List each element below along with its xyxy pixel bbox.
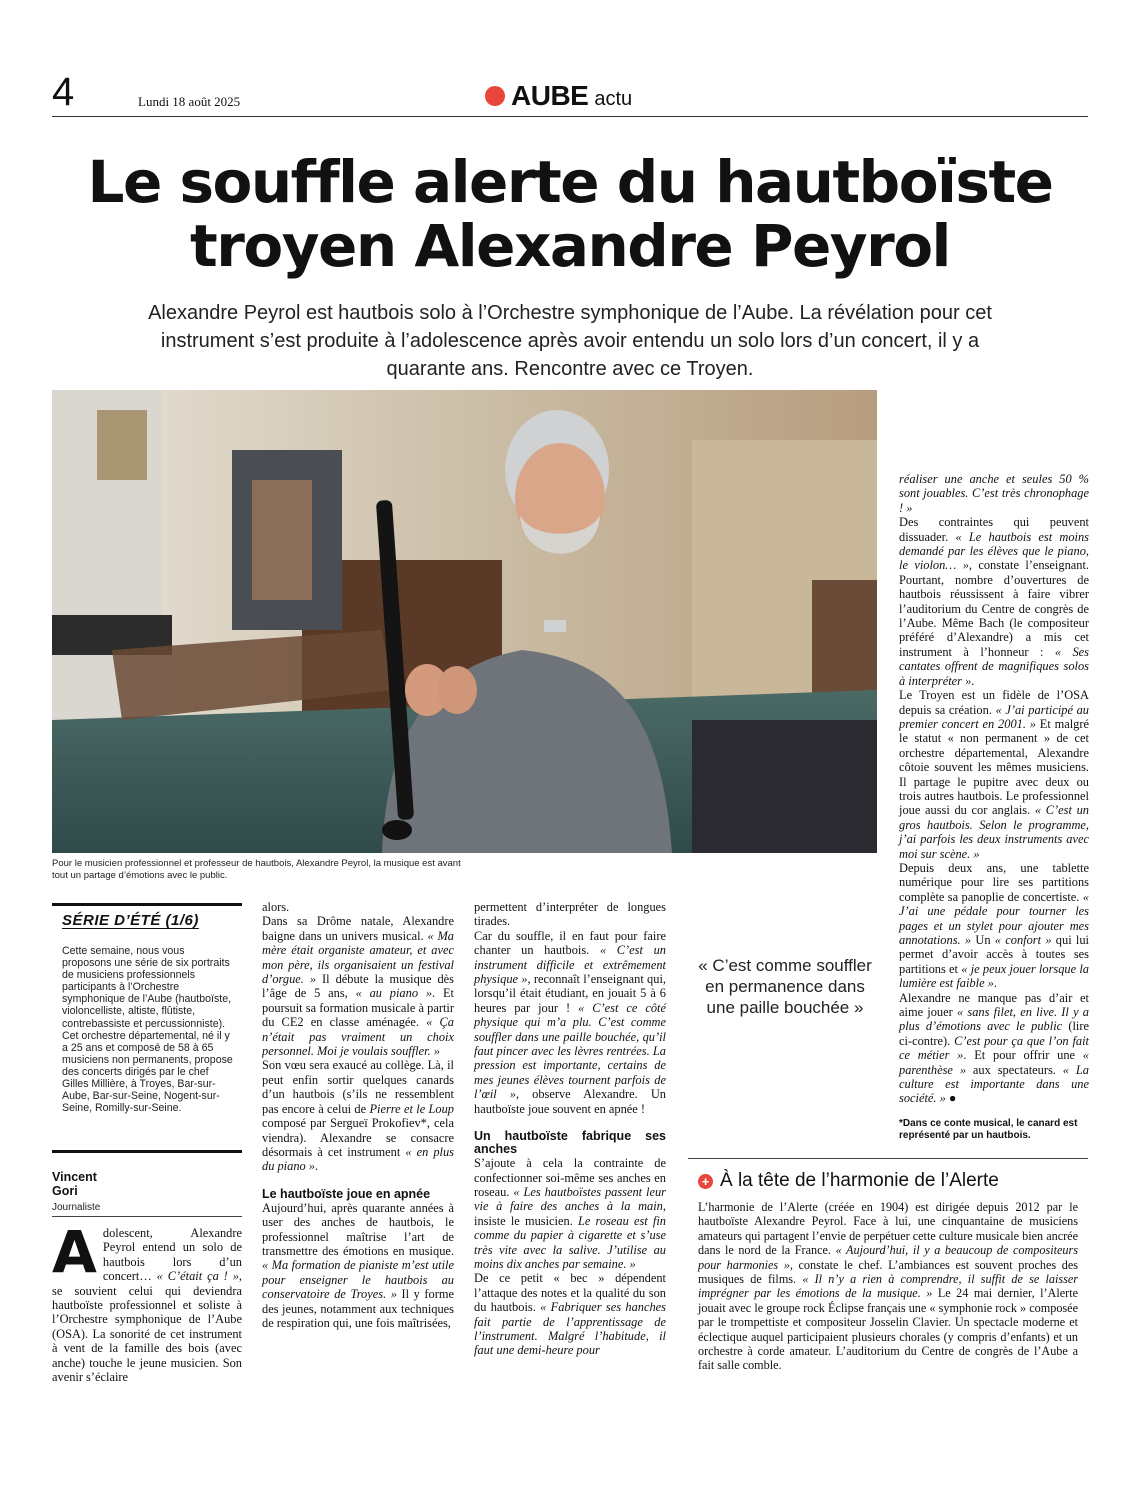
- body-text: Depuis deux ans, une tablette numérique pour lire ses partitions complète sa panoplie de concertiste.: [899, 860, 1089, 904]
- section-sub: actu: [594, 87, 633, 110]
- quote: « C’est ce côté physique qui m’a plu. C’est comme souffler dans une paille bouchée, qu’il faut pincer avec les lèvres rentrées. La pression est importante, certains de mes jeunes élèves tournent parfois de l’œil »: [474, 1000, 666, 1102]
- quote: « Fabriquer ses hanches fait partie de l’apprentissage de l’instrument. Malgré l’habitude, il faut une demi-heure pour: [474, 1300, 667, 1358]
- quote: « parenthèse »: [899, 1048, 1089, 1077]
- body-text: dolescent, Alexandre Peyrol entend un solo de hautbois lors d’un concert…: [102, 1226, 242, 1284]
- body-text: qui lui permet d’avoir accès à toutes ses partitions et: [899, 933, 1089, 976]
- box-rule: [688, 1158, 1088, 1159]
- quote: « C’était ça ! »: [156, 1269, 239, 1284]
- body-text: , insiste le musicien.: [474, 1199, 666, 1228]
- subheading-1: Le hautboïste joue en apnée: [262, 1186, 431, 1201]
- body-text: Un: [971, 933, 995, 947]
- body-text: Aujourd’hui, après quarante années à user des anches de hautbois, le professionnel maîtrise l’art de transmettre des émotions en musique.: [262, 1200, 454, 1258]
- quote: « Ça n’était pas vraiment un choix personnel. Moi je voulais souffler. »: [262, 1015, 454, 1059]
- headline: [52, 150, 1088, 278]
- article-photo: [52, 390, 877, 853]
- author-role: Journaliste: [52, 1202, 101, 1213]
- article-column-2: [262, 900, 454, 1330]
- page-date: Lundi 18 août 2025: [138, 94, 241, 109]
- author-name: [52, 1170, 97, 1198]
- end-mark-icon: ●: [948, 1091, 957, 1106]
- quote: C’est pour ça que l’on fait ce métier »: [899, 1033, 1089, 1063]
- sidebar-rule-bottom: [52, 1150, 242, 1153]
- box-text: [698, 1200, 1078, 1373]
- article-column-3: [474, 900, 666, 1358]
- body-text: .: [993, 976, 997, 991]
- sidebar-title: SÉRIE D’ÉTÉ (1/6): [62, 912, 199, 929]
- dropcap: A: [52, 1218, 97, 1286]
- sidebar-rule-top: [52, 903, 242, 906]
- body-text: (lire ci-contre).: [899, 1019, 1089, 1048]
- body-text: Le Troyen est un fidèle de l’OSA depuis sa création.: [899, 688, 1089, 717]
- quote: réaliser une anche et seules 50 % sont jouables. C’est très chronophage ! »: [899, 472, 1089, 515]
- quote: « Ses cantates offrent de magnifiques solos à interpréter »: [899, 644, 1089, 688]
- quote: « Aujourd’hui, il y a beaucoup de compositeurs pour harmonies »: [698, 1243, 1078, 1272]
- body-text: Dans sa Drôme natale, Alexandre baigne dans un univers musical.: [262, 914, 454, 943]
- body-text: , constate le chef. L’ambiances est souvent proches des musiques de films.: [698, 1257, 1078, 1287]
- section-name: AUBE: [511, 80, 589, 111]
- author-last-name: Gori: [52, 1184, 78, 1198]
- body-text: .: [971, 673, 975, 688]
- quote: « C’est un instrument difficile et extrêmement physique »: [474, 943, 667, 987]
- headline-line-2: troyen Alexandre Peyrol: [190, 212, 950, 280]
- body-text: De ce petit « bec » dépendent l’attaque des notes et la qualité du son du hautbois.: [474, 1271, 666, 1315]
- body-text: aux spectateurs.: [966, 1062, 1063, 1077]
- article-column-1: [52, 1218, 243, 1385]
- quote: « C’est un gros hautbois. Selon le programme, j’ai parfois les deux instruments avec moi sur scène. »: [899, 803, 1089, 861]
- body-text: . Et pour offrir une: [963, 1048, 1083, 1063]
- quote: « je peux jouer lorsque la lumière est faible »: [899, 961, 1089, 991]
- body-text: S’ajoute à cela la contrainte de confectionner soi-même ses anches en roseau.: [474, 1156, 666, 1199]
- body-text: , observe Alexandre. Un hautboïste joue souvent en apnée !: [474, 1087, 666, 1116]
- quote: « confort »: [994, 933, 1052, 947]
- page-number: 4: [52, 70, 75, 114]
- header-rule: [52, 116, 1088, 117]
- section-label: [485, 80, 632, 112]
- quote: « La culture est importante dans une société. »: [899, 1062, 1089, 1106]
- footnote: *Dans ce conte musical, le canard est représenté par un hautbois.: [899, 1118, 1078, 1141]
- body-text: Il débute la musique dès l’âge de 5 ans,: [262, 972, 454, 1001]
- author-rule: [52, 1216, 242, 1217]
- photo-caption: Pour le musicien professionnel et professeur de hautbois, Alexandre Peyrol, la musique est avant tout un partage d’émotions avec le public.: [52, 858, 461, 881]
- subheading-2: Un hautboïste fabrique ses anches: [474, 1129, 666, 1157]
- photo-illustration: [52, 390, 877, 853]
- article-column-4: [899, 472, 1089, 1106]
- body-text: Il y forme des jeunes, notamment aux techniques de respiration qui, une fois maîtrisées,: [262, 1287, 454, 1330]
- box-title-text: À la tête de l’harmonie de l’Alerte: [720, 1170, 999, 1191]
- body-text: Alexandre ne manque pas d’air et aime jouer: [899, 990, 1089, 1020]
- sidebar-text: Cette semaine, nous vous proposons une série de six portraits de musiciens professionnels participants à l’Orchestre symphonique de l’Aube (hautboïste, violoncelliste, altiste, flûtiste, contrebassiste et percussionniste). Cet orchestre départemental, né il y a 25 ans et composé de 58 à 65 musiciens non permanents, propose des concerts dirigés par le chef Gilles Millière, à Troyes, Bar-sur-Aube, Bar-sur-Seine, Nogent-sur-Seine, Romilly-sur-Seine.: [62, 945, 233, 1115]
- body-text: .: [315, 1159, 319, 1174]
- quote: « en plus du piano »: [262, 1144, 454, 1174]
- body-text: L’harmonie de l’Alerte (créée en 1904) est dirigée depuis 2012 par le hautboïste Alexandre Peyrol. Face à lui, une cinquantaine de musiciens amateurs qui partagent l’envie de perpétuer cette culture musicale bien ancrée dans le nord de la France.: [698, 1200, 1078, 1258]
- quote: « Les hautboïstes passent leur vie à faire des anches à la main: [474, 1184, 666, 1214]
- box-title: [698, 1170, 999, 1192]
- quote: Le roseau est fin comme du papier à cigarette et s’use très vite avec la salive. J’utilise au moins dix anches par semaine. »: [474, 1213, 666, 1271]
- red-dot-icon: [485, 86, 505, 106]
- quote: « J’ai une pédale pour tourner les pages et un stylet pour ajouter mes annotations. »: [899, 889, 1089, 947]
- body-text: , reconnaît l’enseignant qui, lorsqu’il était étudiant, en jouait 5 à 6 heures par jour !: [474, 972, 666, 1015]
- quote: « J’ai participé au premier concert en 2001. »: [899, 702, 1089, 731]
- quote: « au piano »: [355, 986, 433, 1001]
- body-text: permettent d’interpréter de longues tirades.: [474, 900, 666, 929]
- quote: « Il n’y a rien à comprendre, il suffit de se laisser imprégner par les émotions de la musique. »: [698, 1272, 1078, 1301]
- title-italic: Pierre et le Loup: [369, 1101, 454, 1116]
- quote: « Ma formation de pianiste m’est utile pour enseigner le hautbois au conservatoire de Troyes. »: [262, 1258, 454, 1302]
- plus-icon: +: [698, 1174, 713, 1189]
- quote: « Ma mère était organiste amateur, et avec mon père, ils organisaient un festival d’orgue. »: [262, 928, 455, 987]
- body-text: Son vœu sera exaucé au collège. Là, il peut enfin sortir quelques canards d’un hautbois (s’ils ne ressemblent pas encore à celui de: [262, 1058, 454, 1116]
- pull-quote: « C’est comme souffler en permanence dans une paille bouchée »: [698, 956, 872, 1017]
- body-text: Des contraintes qui peuvent dissuader.: [899, 515, 1089, 544]
- author-first-name: Vincent: [52, 1170, 97, 1184]
- body-text: , se souvient celui qui deviendra hautboïste professionnel et soliste à l’Orchestre symphonique de l’Aube (OSA). La sonorité de cet instrument à vent de la famille des bois (avec anche) touche le jeune musicien. Son avenir s’éclaire: [52, 1269, 243, 1385]
- body-text: Et malgré le statut « non permanent » de cet orchestre départemental, Alexandre côtoie souvent les mêmes musiciens. Il partage le pupitre avec deux ou trois autres hautbois. Le professionnel joue aussi du cor anglais.: [899, 716, 1089, 818]
- headline-line-1: Le souffle alerte du hautboïste: [87, 148, 1053, 216]
- body-text: Le 24 mai dernier, l’Alerte jouait avec le groupe rock Éclipse français une « symphonie rock » composée par le trompettiste et compositeur Josselin Clavier. Un spectacle moderne et éclectique auquel participaient plusieurs chorales (y compris d’enfants) et un orchestre à corde amateur. L’auditorium du Centre de congrès de l’Aube a fait salle comble.: [698, 1286, 1079, 1373]
- quote: « sans filet, en live. Il y a plus d’émotions avec le public: [899, 1005, 1089, 1034]
- quote: « Le hautbois est moins demandé par les élèves que le piano, le violon… »: [899, 529, 1090, 573]
- body-text: . Et poursuit sa formation musicale à partir du CE2 en classe aménagée.: [262, 986, 454, 1030]
- standfirst: Alexandre Peyrol est hautbois solo à l’Orchestre symphonique de l’Aube. La révélation pour cet instrument s’est produite à l’adolescence après avoir entendu un solo lors d’un concert, il y a quarante ans. Rencontre avec ce Troyen.: [148, 302, 992, 380]
- body-text: composé par Sergueï Prokofiev*, cela viendra). Alexandre se consacre désormais à cet instrument: [262, 1116, 454, 1159]
- body-text: , constate l’enseignant. Pourtant, nombre d’ouvertures de hautbois réussissent à faire vibrer l’auditorium du Centre de congrès de l’Aube. Même Bach (le compositeur préféré d’Alexandre) a mis cet instrument à l’honneur :: [899, 558, 1089, 659]
- body-text: alors.: [262, 900, 290, 914]
- body-text: Car du souffle, il en faut pour faire chanter un hautbois.: [474, 928, 666, 958]
